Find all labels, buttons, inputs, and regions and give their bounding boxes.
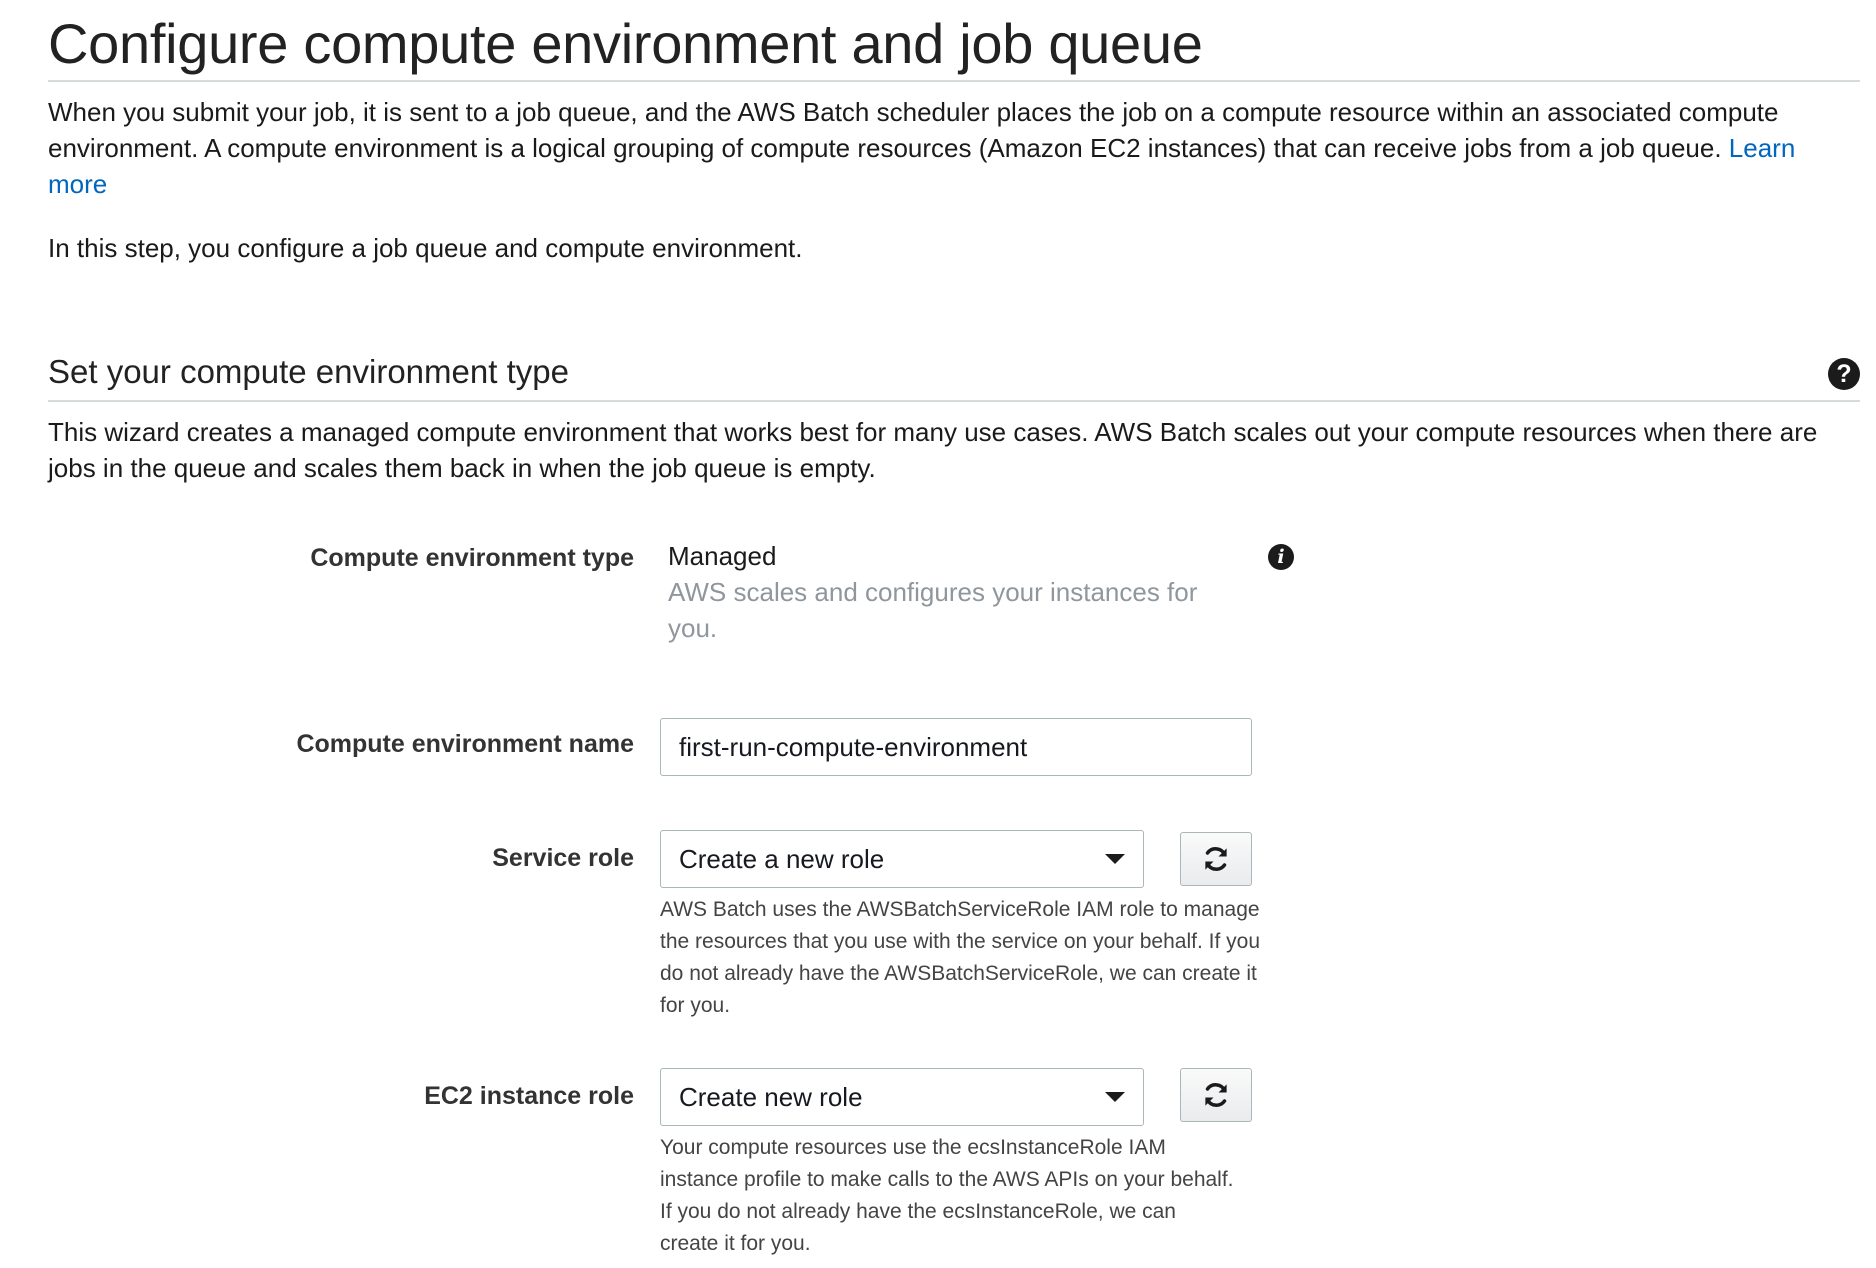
caret-down-icon [1105, 854, 1125, 864]
refresh-icon [1201, 844, 1231, 874]
learn-more-link[interactable]: Learn more [48, 133, 1796, 199]
compute-type-label: Compute environment type [310, 544, 634, 572]
compute-name-field-wrap [660, 718, 1252, 776]
instance-role-row [48, 1068, 1860, 1268]
compute-type-value-block [668, 538, 1228, 646]
instance-role-select[interactable] [660, 1068, 1144, 1126]
page-title: Configure compute environment and job queue [48, 12, 1203, 75]
title-divider [48, 80, 1860, 82]
intro-text: When you submit your job, it is sent to a job queue, and the AWS Batch scheduler places the job on a compute resource within an associated compute environment. A compute environment is a logical grouping of compute resources (Amazon EC2 instances) that can receive jobs from a job queue. [48, 97, 1779, 163]
instance-role-label: EC2 instance role [424, 1082, 634, 1110]
compute-environment-name-input[interactable] [660, 718, 1252, 776]
service-role-selected: Create a new role [679, 844, 885, 874]
section-divider [48, 400, 1860, 402]
compute-environment-form [48, 541, 1860, 1268]
instance-role-field-wrap [660, 1068, 1240, 1260]
compute-name-row [48, 718, 1860, 830]
service-role-label: Service role [492, 844, 634, 872]
section-header [48, 350, 1860, 400]
service-role-row [48, 830, 1860, 1068]
step-text: In this step, you configure a job queue and compute environment. [48, 233, 803, 263]
intro-paragraph [48, 94, 1848, 202]
service-role-field-wrap [660, 830, 1260, 1022]
service-role-refresh-button[interactable] [1180, 832, 1252, 886]
instance-role-hint: Your compute resources use the ecsInstanceRole IAM instance profile to make calls to the AWS APIs on your behalf. If you do not already have the ecsInstanceRole, we can create it for you. [660, 1136, 1234, 1255]
question-circle-icon[interactable]: ? [1828, 358, 1860, 390]
info-circle-icon[interactable]: i [1268, 544, 1294, 570]
section-title: Set your compute environment type [48, 353, 569, 390]
section-description: This wizard creates a managed compute environment that works best for many use cases. AWS Batch scales out your compute resources when there are jobs in the queue and scales them back in when the job queue is empty. [48, 417, 1818, 483]
instance-role-selected: Create new role [679, 1082, 863, 1112]
service-role-select[interactable] [660, 830, 1144, 888]
compute-name-label: Compute environment name [296, 730, 634, 758]
refresh-icon [1201, 1080, 1231, 1110]
caret-down-icon [1105, 1092, 1125, 1102]
compute-type-value: Managed [668, 541, 777, 571]
instance-role-refresh-button[interactable] [1180, 1068, 1252, 1122]
wizard-page [48, 0, 1860, 1268]
compute-type-description: AWS scales and configures your instances for you. [668, 577, 1198, 643]
compute-type-row [48, 541, 1860, 718]
service-role-hint: AWS Batch uses the AWSBatchServiceRole IAM role to manage the resources that you use with the service on your behalf. If you do not already have the AWSBatchServiceRole, we can create it for you. [660, 898, 1260, 1017]
